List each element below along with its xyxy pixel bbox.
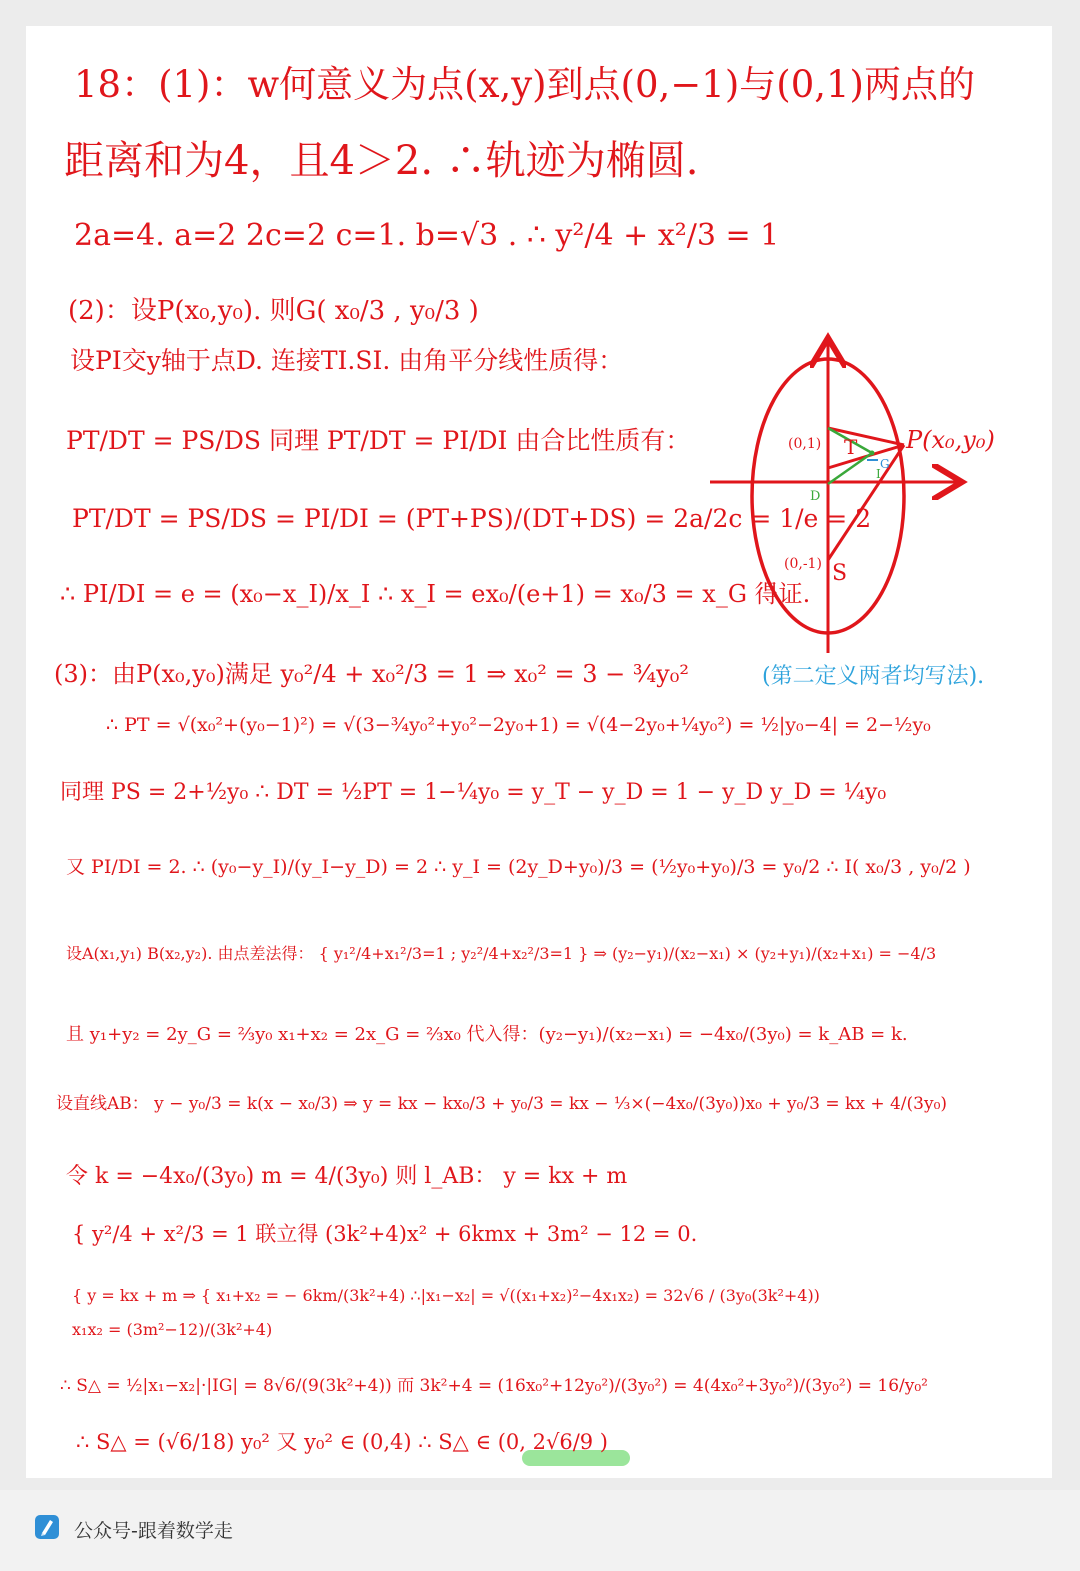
label-g: G <box>880 457 890 471</box>
solution-line-1: 18：(1)：w何意义为点(x,y)到点(0,−1)与(0,1)两点的 <box>74 63 975 106</box>
solution-line-18: { y = kx + m ⇒ { x₁+x₂ = − 6km/(3k²+4) ∴|x₁−x₂| = √((x₁+x₂)²−4x₁x₂) = 32√6 / (3y₀(3k²+4)) <box>72 1286 820 1305</box>
solution-line-7: PT/DT = PS/DS = PI/DI = (PT+PS)/(DT+DS) = 2a/2c = 1/e = 2 <box>72 504 872 533</box>
segment-tp <box>828 428 904 445</box>
label-t: T <box>844 435 858 459</box>
account-logo-icon <box>34 1514 60 1540</box>
solution-line-3: 2a=4. a=2 2c=2 c=1. b=√3 . ∴ y²/4 + x²/3 = 1 <box>74 218 780 253</box>
ellipse-diagram <box>702 328 995 658</box>
label-top-focus: (0,1) <box>788 436 822 452</box>
solution-line-16: 令 k = −4x₀/(3y₀) m = 4/(3y₀) 则 l_AB： y = kx + m <box>66 1164 628 1189</box>
label-d: D <box>810 489 821 504</box>
handwritten-solution-sheet <box>26 26 1052 1478</box>
solution-line-6: PT/DT = PS/DS 同理 PT/DT = PI/DI 由合比性质有： <box>66 426 691 455</box>
label-i: I <box>876 467 881 481</box>
solution-line-12: 又 PI/DI = 2. ∴ (y₀−y_I)/(y_I−y_D) = 2 ∴ y_I = (2y_D+y₀)/3 = (½y₀+y₀)/3 = y₀/2 ∴ I( x₀/3 , y₀/2 ) <box>66 856 971 878</box>
solution-line-13: 设A(x₁,y₁) B(x₂,y₂). 由点差法得： { y₁²/4+x₁²/3=1 ; y₂²/4+x₂²/3=1 } ⇒ (y₂−y₁)/(x₂−x₁) × (y₂+y₁)/(x₂+x₁) = −4/3 <box>66 944 937 963</box>
solution-line-21: ∴ S△ = (√6/18) y₀² 又 y₀² ∈ (0,4) ∴ S△ ∈ (0, 2√6/9 ) <box>76 1430 609 1454</box>
label-bottom-focus: (0,-1) <box>784 556 822 572</box>
solution-line-15: 设直线AB： y − y₀/3 = k(x − x₀/3) ⇒ y = kx − kx₀/3 + y₀/3 = kx − ⅓×(−4x₀/(3y₀))x₀ + y₀/3 = kx + 4/(3y₀) <box>56 1094 948 1114</box>
solution-line-4: (2)：设P(x₀,y₀). 则G( x₀/3 , y₀/3 ) <box>68 296 479 326</box>
point-i <box>870 451 875 456</box>
solution-line-2: 距离和为4，且4＞2. ∴轨迹为椭圆. <box>64 138 699 184</box>
footer-account-text: 公众号-跟着数学走 <box>74 1520 233 1542</box>
second-definition-note: (第二定义两者均写法). <box>762 664 985 689</box>
solution-line-14: 且 y₁+y₂ = 2y_G = ⅔y₀ x₁+x₂ = 2x_G = ⅔x₀ 代入得：(y₂−y₁)/(x₂−x₁) = −4x₀/(3y₀) = k_AB = k. <box>66 1024 908 1045</box>
solution-line-11: 同理 PS = 2+½y₀ ∴ DT = ½PT = 1−¼y₀ = y_T − y_D = 1 − y_D y_D = ¼y₀ <box>60 780 887 805</box>
solution-line-19: x₁x₂ = (3m²−12)/(3k²+4) <box>72 1320 273 1339</box>
solution-line-10: ∴ PT = √(x₀²+(y₀−1)²) = √(3−¾y₀²+y₀²−2y₀+1) = √(4−2y₀+¼y₀²) = ½|y₀−4| = 2−½y₀ <box>106 714 931 736</box>
solution-line-17: { y²/4 + x²/3 = 1 联立得 (3k²+4)x² + 6kmx + 3m² − 12 = 0. <box>72 1222 698 1246</box>
footer-bar <box>0 1490 1080 1571</box>
solution-line-20: ∴ S△ = ½|x₁−x₂|·|IG| = 8√6/(9(3k²+4)) 而 3k²+4 = (16x₀²+12y₀²)/(3y₀²) = 4(4x₀²+3y₀²)/(3y₀²) = 16/y₀² <box>60 1376 928 1396</box>
solution-line-5: 设PI交y轴于点D. 连接TI.SI. 由角平分线性质得： <box>70 346 624 375</box>
segment-sp <box>828 445 904 560</box>
solution-line-8: ∴ PI/DI = e = (x₀−x_I)/x_I ∴ x_I = ex₀/(e+1) = x₀/3 = x_G 得证. <box>60 580 811 608</box>
solution-line-9: (3)：由P(x₀,y₀)满足 y₀²/4 + x₀²/3 = 1 ⇒ x₀² = 3 − ¾y₀² <box>54 660 689 688</box>
label-s: S <box>832 561 848 586</box>
label-point-p: P(x₀,y₀) <box>906 426 995 454</box>
